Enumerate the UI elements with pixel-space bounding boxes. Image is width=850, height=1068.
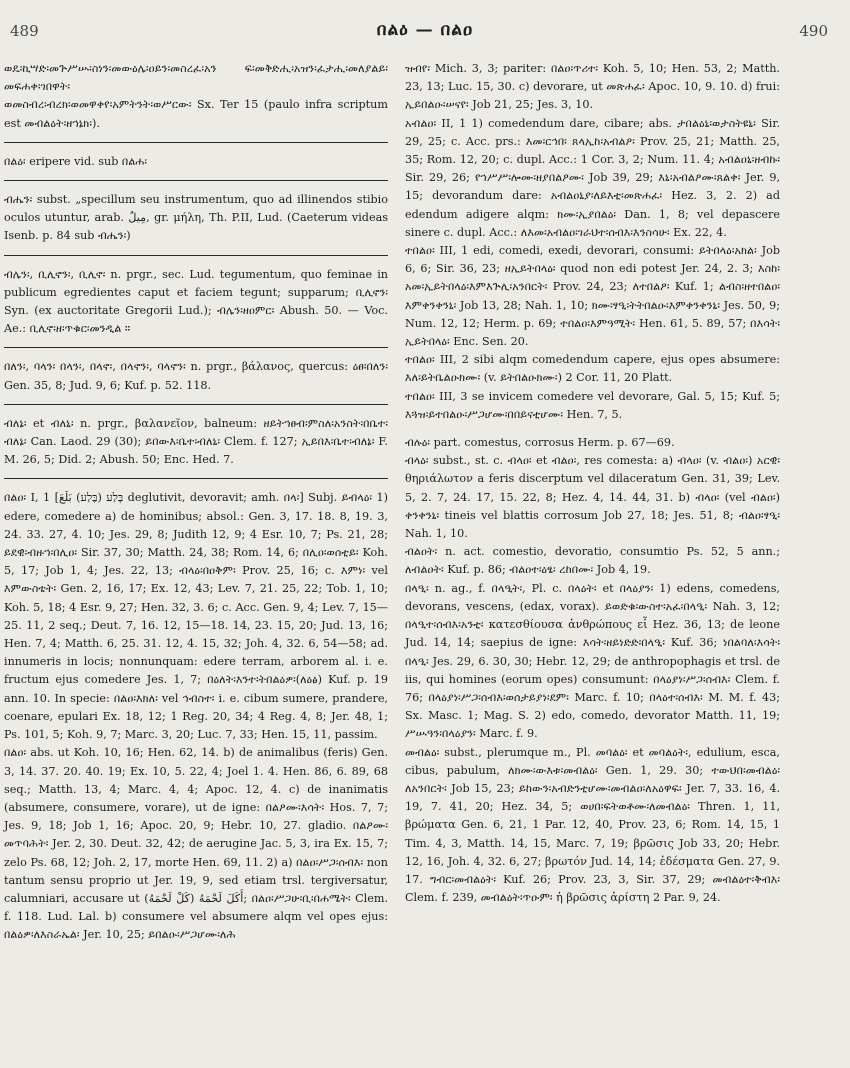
entry-text: በልዐ፡ I, 1 [בָּלַע (בֶּלַע) بَلَعَ deglutivit, devoravit; amh. በላ፡] Subj. ይብላዕ፡ 1) edere, comedere a) de hominibus; absol.: Gen. 3, 17. 18. 8, 19. 3, 24. 33. 27, 4. 10; Jes. 29, 8; Judith 12, 9; 4 Esr. 10, 7; Ps. 21, 28; ይደዊ፡ብዙኀ፡በሊዐ፡ Sir. 37, 30; Matth. 24, 38; Rom. 14, 6; በሊዐ፡ወሰቲይ፡ Koh. 5, 17; Job 1, 4; Jes. 22, 13; ብላዕ፡በዐቅም፡ Prov. 25, 16; c. እምነ፡ vel እምውስቴት፡ Gen. 2, 16, 17; Ex. 12, 43; Lev. 7, 21. 25, 22; Tob. 1, 10; Koh. 5, 18; 4 Esr. 9, 27; Hen. 32, 3. 6; c. Acc. Gen. 9, 4; Lev. 7, 15—25. 11, 2 seq.; Deut. 7, 16. 12, 15—18. 14, 23. 15, 20; Jud. 13, 16; Hen. 7, 4; Matth. 6, 25. 31. 12, 4. 15, 32; Joh. 4, 32. 6, 54—58; ad. innumeris in locis; nonnunquam: edere terram, arborem al. i. e. fructum ejus comedere Jes. 1, 7; በዕለት፡እንተ፡ትበልዕዎ፡(ለዕፅ) Kuf. p. 19 ann. 10. In specie: በልዐ፡እክለ፡ vel ኅብስተ፡ i. e. cibum sumere, prandere, coenare, epulari Ex. 18, 12; 1 Reg. 20, 34; 4 Reg. 4, 8; Jer. 48, 1; Ps. 101, 5; Koh. 9, 7; Marc. 3, 20; Luc. 7, 33; Hen. 15, 11, passim. [4,491,388,742]
entry-bilen [4,266,388,339]
left-column [4,60,388,945]
page-number-right: 490 [799,22,828,40]
entry-text: ዝብየ፡ Mich. 3, 3; pariter: በልዐ፡ጥሪተ፡ Koh. 5, 10; Hen. 53, 2; Matth. 23, 13; Luc. 15, 30. c) devorare, ut መጽሐፈ፡ Apoc. 10, 9. 10. d) frui: ኢይበልዑ፡ሠናየ፡ Job 21, 25; Jes. 3, 10. [405,62,780,112]
entry-text: ተበልዐ፡ III, 1 edi, comedi, exedi, devorari, consumi: ይትበላዕ፡አክል፡ Job 6, 6; Sir. 36, 23; ዘኢይትበላዕ፡ quod non edi potest Jer. 24, 2. 3; እስከ፡አመ፡ኢይትበላዕ፡እምእጕሊ፡አንበርት፡ Prov. 24, 23; ለተበልዖ፡ Kuf. 1; ልብስ፡ዘተበልዐ፡እምቀንቀንኒ፡ Job 13, 28; Nah. 1, 10; ክሙ፡ፃዒ፡ትትበልዑ፡እምቀንቀንኒ፡ Jes. 50, 9; Num. 12, 12; Herm. p. 69; ተበልዐ፡እምዓሚት፡ Hen. 61, 5. 89, 57; በእሳት፡ኢይትበላዕ፡ Enc. Sen. 20. [405,244,780,349]
entry-balan [4,358,388,394]
entry-balea [4,489,388,944]
entry-text: ብሉዕ፡ part. comestus, corrosus Herm. p. 67—69. [405,436,675,450]
entry-balea-eripere [4,153,388,171]
entry-divider [4,255,388,256]
entry-derivatives [405,434,780,907]
entry-text: ብልዐት፡ n. act. comestio, devoratio, consumtio Ps. 52, 5 ann.; ለብልዐት፡ Kuf. p. 86; ብልዐተ፡ዕፄ፡ ረከበሙ፡ Job 4, 19. [405,545,780,577]
entry-spacer [405,424,780,434]
page-number-left: 489 [10,22,39,40]
entry-balea-continued [405,60,780,424]
entry-divider [4,180,388,181]
entry-text: ወመስብረ፡ብረክ፡ወመዋቀየ፡አምትንት፡ወሥርው፡ Sx. Ter 15 (paulo infra scriptum est መብልዕት፡ዘኀኔክ፡). [4,98,388,130]
entry-text: ወዴ፡ኪሣድ፡መጕሥሡ፡ስነን፡መውዕሌ፡ዐይን፡መስረፈ፡አን ፍ፡መቅድሒ፡አዝን፡ፈታሒ፡መለያልይ፡መፍሐቀ፡ገበዋት፡ [4,62,388,94]
entry-divider [4,142,388,143]
running-header: በልዕ — በልዐ [376,20,474,40]
entry-text: ብላዕ፡ subst., st. c. ብላዐ፡ et ብልዐ፡, res comesta: a) ብላዐ፡ (v. ብልዐ፡) አርዊ፡ θηριάλωτον a feris discerptum vel dilaceratum Gen. 31, 39; Lev. 5, 2. 7, 24. 17, 15. 22, 8; Hez. 4, 14. 44, 31. b) ብላዐ፡ (vel ብልዐ፡) ቀንቀንኒ፡ tineis vel blattis corrosum Job 27, 18; Jes. 51, 8; ብልዐ፡ፃዒ፡ Nah. 1, 10. [405,454,780,541]
entry-text: መብልዕ፡ subst., plerumque m., Pl. መባልዕ፡ et መባልዕት፡, edulium, esca, cibus, pabulum, ለክሙ፡ውእቱ፡መብልዕ፡ Gen. 1, 29. 30; ተውህበ፡መብልዕ፡ለአንበርት፡ Job 15, 23; ይከውን፡አብድንቲሆሙ፡መብልዐ፡ለአዕዋፍ፡ Jer. 7, 33. 16, 4. 19, 7. 41, 20; Hez. 34, 5; ወሀበ፡ፍትወቶሙ፡ለመብልዕ፡ Thren. 1, 11, βρώματα Gen. 6, 21, 1 Par. 12, 40, Prov. 23, 6; Rom. 14, 15, 1 Tim. 4, 3, Matth. 14, 15, Marc. 7, 19; βρῶσις Job 33, 20; Hebr. 12, 16, Joh. 4, 32. 6, 27; βρωτόν Jud. 14, 14; ἐδέσματα Gen. 27, 9. 17. ግብር፡መብልዕት፡ Kuf. 26; Prov. 23, 3, Sir. 37, 29; መብልዕተ፡ቅብእ፡ Clem. f. 239, መብልዕት፡ጥዑም፡ ἡ βρῶσις ἀρίστη 2 Par. 9, 24. [405,745,780,905]
entry-text: ተበልዐ፡ III, 3 se invicem comedere vel devorare, Gal. 5, 15; Kuf. 5; እጓዝ፡ይተበልዑ፡ሥጋሆሙ፡በበይናቲሆሙ፡ Hen. 7, 5. [405,389,780,421]
entry-text: በላዒ፡ n. ag., f. በላዒት፡, Pl. c. በላዕት፡ et በላዕያን፡ 1) edens, comedens, devorans, vescens, (edax, vorax). ይወድቁ፡ውስተ፡አፈ፡በላዒ፡ Nah. 3, 12; በላዒተ፡ሰብእ፡አንቲ፡ κατεσθίουσα ἀνθρώπους εἶ Hez. 36, 13; de leone Jud. 14, 14; saepius de igne: እሳት፡ዘይነድድ፡በላዒ፡ Kuf. 36; ነበልባለ፡እሳት፡በላዒ፡ Jes. 29, 6. 30, 30; Hebr. 12, 29; de anthropophagis et trsl. de iis, qui homines (eorum opes) consumunt: በላዕያነ፡ሥጋ፡ሰብእ፡ Clem. f. 76; በላዕያነ፡ሥጋ፡ሰብእ፡ወሰታይያነ፡ደም፡ Marc. f. 10; በላዕተ፡ሰብእ፡ M. M. f. 43; Sx. Masc. 1; Mag. S. 2) edo, comedo, devorator Matth. 11, 19; ሥሡዓን፡በላዕያን፡ Marc. f. 9. [405,581,780,741]
entry-bihen [4,191,388,246]
entry-divider [4,404,388,405]
entry-divider [4,347,388,348]
entry-text: ብለኔ፡ et ብለኒ፡ n. prgr., βαλανεῖον, balneum: ዘይትኀፀብ፡ምስለ፡አንስት፡በቤተ፡ብለኔ፡ Can. Laod. 29 (30); ይበውእ፡ቤተ፡ብለኒ፡ Clem. f. 127; ኢይበእ፡ቤተ፡ብለኔ፡ F. M. 26, 5; Did. 2; Abush. 50; Enc. Hed. 7. [4,416,388,467]
entry-text: በልዕ፡ eripere vid. sub በልሐ፡ [4,154,148,168]
entry-text: በለን፡, ባላን፡ በላን፡, በላኖ፡, በላኖን፡, ባላኖን፡ n. prgr., βάλανος, quercus: ዕፀ፡በለን፡ Gen. 35, 8; Jud. 9, 6; Kuf. p. 52. 118. [4,360,388,392]
entry-text: ተበልዐ፡ III, 2 sibi alqm comedendum capere, ejus opes absumere: እለ፡ይትቤልዑክሙ፡ (v. ይትበልዑክሙ፡) 2 Cor. 11, 20 Platt. [405,353,780,385]
entry-bilene [4,415,388,470]
entry-divider [4,478,388,479]
entry-text: ብሔን፡ subst. „specillum seu instrumentum, quo ad illinendos stibio oculos utuntur, arab. مِيلٌ, gr. μήλη, Th. P.II, Lud. (Caeterum videas Isenb. p. 84 sub ብሔን፡) [4,193,388,243]
right-column [405,60,780,907]
entry-text: አብልዐ፡ II, 1 1) comedendum dare, cibare; abs. ታበልዕኒ፡ወታስትዩኒ፡ Sir. 29, 25; c. Acc. prs.: እመ፡ርኅበ፡ ጸላኢከ፡አብልዖ፡ Prov. 25, 21; Matth. 25, 35; Rom. 12, 20; c. dupl. Acc.: 1 Cor. 3, 2; Num. 11. 4; አብልዐኒ፡ዘብኩ፡ Sir. 29, 26; የኀሥሥ፡ሎሙ፡ዘያበልዖሙ፡ Job 39, 29; እኒ፡አብልዖሙ፡ጸልቀ፡ Jer. 9, 15; devorandum dare: አብልዐኒያ፡ለይእቲ፡መጽሐፈ፡ Hez. 3, 2. 2) ad edendum adigere alqm: ክሙ፡ኢያበልዕ፡ Dan. 1, 8; vel depascere sinere c. dupl. Acc.: ለእመ፡አብልዐ፡ገራህተ፡ሰብእ፡እንስሳሁ፡ Ex. 22, 4. [405,116,780,239]
entry-text: ብሌን፡, ቢሊኖን፡, ቢሊኖ፡ n. prgr., sec. Lud. tegumentum, quo feminae in publicum egredientes caput et faciem tegunt; supparum; ቢሊኖን፡ Syn. (ex auctoritate Gregorii Lud.); ብሌን፡ዘዐምር፡ Abush. 50. — Voc. Ae.: ቢሊኖ፡ዘ፡ጥቁር፡መንዲል ። [4,267,388,336]
entry-text: በልዐ፡ abs. ut Koh. 10, 16; Hen. 62, 14. b) de animalibus (feris) Gen. 3, 14. 37. 20. 40. 19; Ex. 10, 5. 22, 4; Joel 1. 4. Hen. 86, 6. 89, 68 seq.; Matth. 13, 4; Marc. 4, 4; Apoc. 12, 4. c) de inanimatis (absumere, consumere, vorare), ut de igne: በልዖሙ፡እሳት፡ Hos. 7, 7; Jes. 9, 18; Job 1, 16; Apoc. 20, 9; Hebr. 10, 27. gladio. በልዖሙ፡መጥባሕት፡ Jer. 2, 30. Deut. 32, 42; de aerugine Jac. 5, 3, ira Ex. 15, 7; zelo Ps. 68, 12; Joh. 2, 17, morte Hen. 69, 11. 2) a) በልዐ፡ሥጋ፡ሰብእ፡ non tantum sensu proprio ut Jer. 19, 9, sed etiam trsl. tergiversatur, calumniari, accusare ut أَكَلَ لَحْمَهُ (كَلْ لَحْمَهُ); በልዐ፡ሥጋሁ፡ቢ፡በሐሜት፡ Clem. f. 118. Lud. Lal. b) consumere vel absumere alqm vel opes ejus: በልዕዎ፡ለእስራኤል፡ Jer. 10, 25; ይበልዑ፡ሥጋሆሙ፡ለሕ [4,746,389,942]
entry-continuation [4,60,388,133]
